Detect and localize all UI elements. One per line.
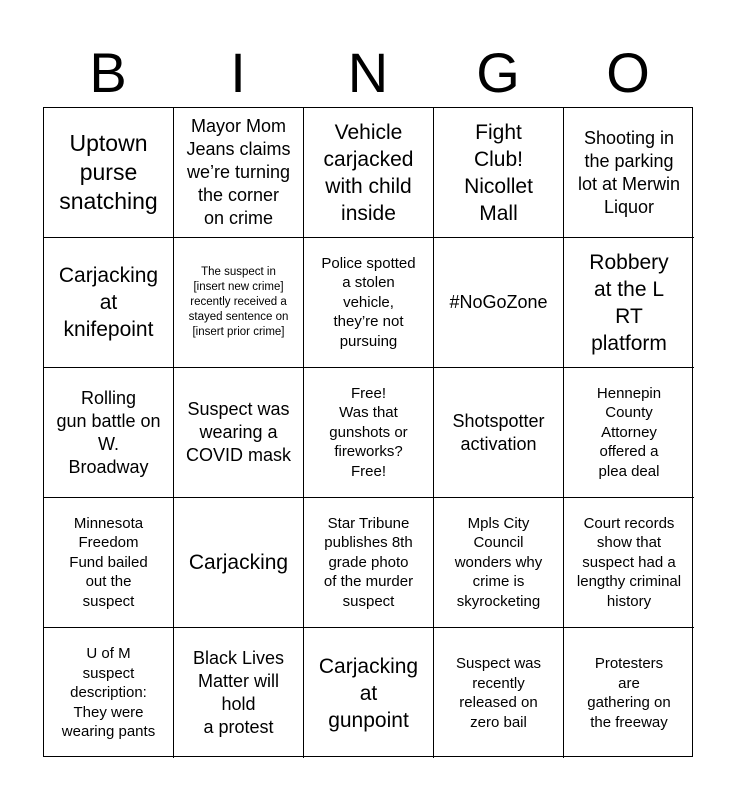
cell-text: Suspect was wearing a COVID mask: [185, 399, 291, 465]
header-letter-n: N: [347, 41, 389, 104]
bingo-cell[interactable]: [174, 238, 304, 368]
cell-text: Vehicle carjacked with child inside: [323, 120, 414, 225]
bingo-header: [43, 40, 693, 106]
cell-text: Fight Club! Nicollet Mall: [464, 120, 533, 225]
bingo-card-grid: [43, 107, 693, 757]
bingo-cell[interactable]: [434, 498, 564, 628]
bingo-cell[interactable]: [174, 628, 304, 758]
bingo-cell[interactable]: [44, 498, 174, 628]
cell-text: Shooting in the parking lot at Merwin Liquor: [577, 127, 681, 217]
cell-text: Hennepin County Attorney offered a plea deal: [596, 384, 662, 480]
cell-text: Mayor Mom Jeans claims we’re turning the corner on crime: [186, 116, 291, 228]
cell-text: Free! Was that gunshots or fireworks? Free!: [329, 384, 408, 480]
cell-text: Rolling gun battle on W. Broadway: [56, 387, 161, 477]
cell-text: Court records show that suspect had a lengthy criminal history: [576, 514, 682, 610]
bingo-cell[interactable]: [304, 628, 434, 758]
bingo-cell[interactable]: [304, 238, 434, 368]
cell-text: The suspect in [insert new crime] recently received a stayed sentence on [insert prior crime]: [188, 266, 289, 338]
bingo-cell[interactable]: [564, 628, 694, 758]
header-letter-g: G: [476, 41, 520, 104]
bingo-cell[interactable]: [434, 238, 564, 368]
bingo-cell[interactable]: [44, 238, 174, 368]
bingo-cell[interactable]: [564, 238, 694, 368]
cell-text: Police spotted a stolen vehicle, they’re not pursuing: [321, 254, 416, 350]
cell-text: Star Tribune publishes 8th grade photo of the murder suspect: [323, 514, 414, 610]
bingo-cell[interactable]: [564, 498, 694, 628]
bingo-cell[interactable]: [174, 498, 304, 628]
cell-text: Carjacking at gunpoint: [318, 654, 419, 732]
cell-text: Black Lives Matter will hold a protest: [192, 648, 285, 737]
cell-text: U of M suspect description: They were wearing pants: [61, 645, 156, 741]
bingo-cell[interactable]: [304, 368, 434, 498]
bingo-cell[interactable]: [44, 368, 174, 498]
cell-text: Carjacking: [188, 551, 289, 574]
cell-text: #NoGoZone: [449, 292, 548, 312]
cell-text: Robbery at the L RT platform: [589, 250, 669, 355]
bingo-cell[interactable]: [44, 108, 174, 238]
header-letter-o: O: [606, 41, 650, 104]
bingo-cell[interactable]: [304, 108, 434, 238]
cell-text: Shotspotter activation: [452, 410, 545, 454]
bingo-cell[interactable]: [434, 368, 564, 498]
bingo-cell[interactable]: [44, 628, 174, 758]
cell-text: Uptown purse snatching: [59, 130, 158, 214]
bingo-cell[interactable]: [174, 108, 304, 238]
bingo-cell[interactable]: [564, 368, 694, 498]
bingo-cell[interactable]: [304, 498, 434, 628]
bingo-cell[interactable]: [434, 108, 564, 238]
bingo-cell[interactable]: [564, 108, 694, 238]
cell-text: Suspect was recently released on zero bail: [455, 655, 542, 731]
cell-text: Carjacking at knifepoint: [58, 264, 159, 341]
bingo-cell[interactable]: [434, 628, 564, 758]
cell-text: Protesters are gathering on the freeway: [587, 655, 671, 731]
header-letter-i: I: [230, 41, 246, 104]
bingo-cell[interactable]: [174, 368, 304, 498]
cell-text: Mpls City Council wonders why crime is skyrocketing: [454, 514, 543, 610]
header-letter-b: B: [89, 41, 127, 104]
cell-text: Minnesota Freedom Fund bailed out the suspect: [69, 514, 148, 610]
